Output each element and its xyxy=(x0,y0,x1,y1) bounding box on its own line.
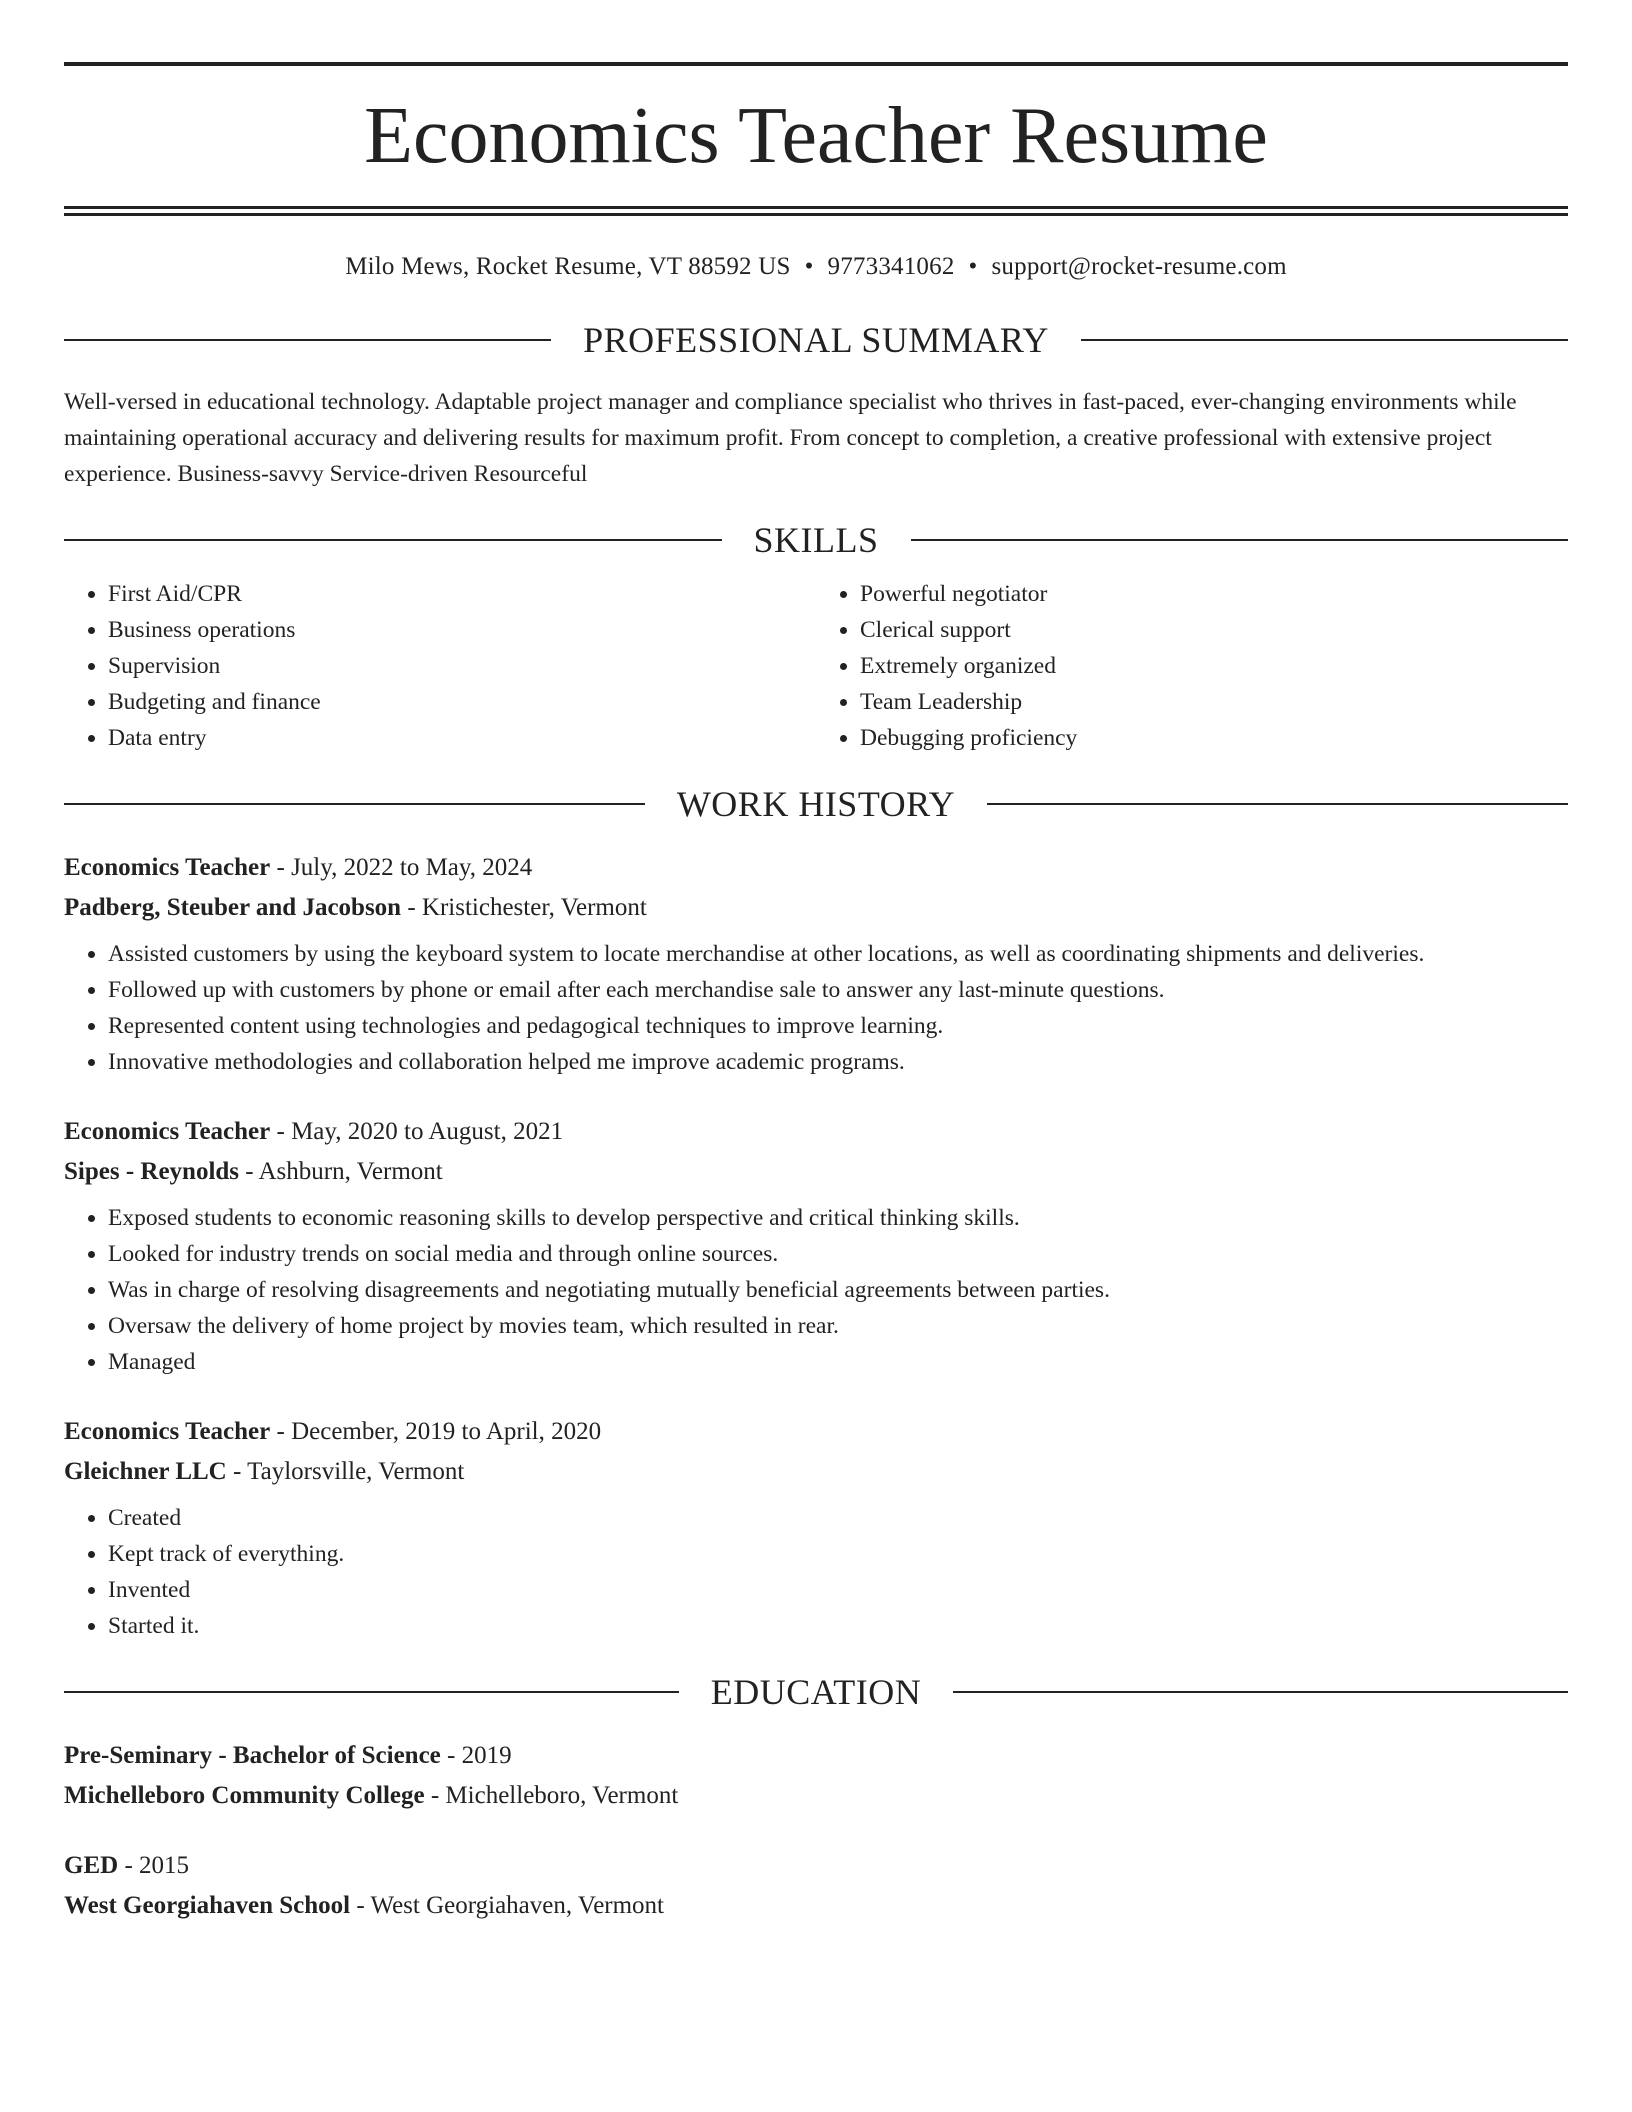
job-bullet: • Kept track of everything. xyxy=(108,1536,1568,1572)
contact-line xyxy=(64,252,1568,282)
job-bullets xyxy=(64,1200,1568,1380)
job-title-line xyxy=(64,1112,1568,1152)
skill-item: • Data entry xyxy=(108,720,816,756)
education-degree-line xyxy=(64,1846,1568,1886)
job-bullet: • Started it. xyxy=(108,1608,1568,1644)
education-degree: Pre-Seminary - Bachelor of Science xyxy=(64,1742,441,1769)
job-title-line xyxy=(64,1412,1568,1452)
job-bullet: • Represented content using technologies and pedagogical techniques to improve learning. xyxy=(108,1008,1568,1044)
skill-item: • Extremely organized xyxy=(860,648,1568,684)
education-year: - 2015 xyxy=(118,1852,190,1879)
job-bullet: • Exposed students to economic reasoning skills to develop perspective and critical thinking skills. xyxy=(108,1200,1568,1236)
job-bullet: • Created xyxy=(108,1500,1568,1536)
job-bullet: • Invented xyxy=(108,1572,1568,1608)
job-bullet: • Looked for industry trends on social media and through online sources. xyxy=(108,1236,1568,1272)
section-header-skills xyxy=(64,522,1568,558)
education-degree-line xyxy=(64,1736,1568,1776)
education-year: - 2019 xyxy=(440,1742,512,1769)
skill-item: • Clerical support xyxy=(860,612,1568,648)
job-company: Sipes - Reynolds xyxy=(64,1158,240,1185)
section-header-work xyxy=(64,786,1568,822)
section-title: EDUCATION xyxy=(710,1672,922,1712)
summary-text: Well-versed in educational technology. Adaptable project manager and compliance specialist who thrives in fast-paced, ever-changing environments while maintaining operational accuracy and delivering results for maximum profit. From concept to completion, a creative professional with extensive project experience. Business-savvy Service-driven Resourceful xyxy=(64,389,1517,487)
job-company-line xyxy=(64,1452,1568,1492)
skill-item: • Debugging proficiency xyxy=(860,720,1568,756)
contact-email: support@rocket-resume.com xyxy=(991,253,1287,280)
skill-item: • Budgeting and finance xyxy=(108,684,816,720)
skill-item: • First Aid/CPR xyxy=(108,576,816,612)
job-title: Economics Teacher xyxy=(64,1118,271,1145)
section-rule xyxy=(911,539,1569,541)
skill-item: • Team Leadership xyxy=(860,684,1568,720)
job-location: - Ashburn, Vermont xyxy=(239,1158,443,1185)
section-header-education xyxy=(64,1674,1568,1710)
section-rule xyxy=(64,803,645,805)
skill-item: • Business operations xyxy=(108,612,816,648)
section-rule xyxy=(64,539,722,541)
education-location: - Michelleboro, Vermont xyxy=(424,1782,679,1809)
title-double-rule xyxy=(64,206,1568,216)
job-entry xyxy=(64,1412,1568,1644)
job-company: Gleichner LLC xyxy=(64,1458,227,1485)
education-school: West Georgiahaven School xyxy=(64,1892,351,1919)
skill-item: • Supervision xyxy=(108,648,816,684)
education-degree: GED xyxy=(64,1852,119,1879)
job-entry xyxy=(64,848,1568,1080)
job-bullet: • Followed up with customers by phone or email after each merchandise sale to answer any last-minute questions. xyxy=(108,972,1568,1008)
top-rule xyxy=(64,62,1568,66)
job-bullet: • Oversaw the delivery of home project by movies team, which resulted in rear. xyxy=(108,1308,1568,1344)
job-bullet: • Was in charge of resolving disagreements and negotiating mutually beneficial agreements between parties. xyxy=(108,1272,1568,1308)
education-location: - West Georgiahaven, Vermont xyxy=(350,1892,665,1919)
skills-list xyxy=(64,576,1568,756)
education-school: Michelleboro Community College xyxy=(64,1782,425,1809)
section-title: WORK HISTORY xyxy=(676,784,956,824)
job-bullet: • Assisted customers by using the keyboard system to locate merchandise at other locations, as well as coordinating shipments and deliveries. xyxy=(108,936,1568,972)
contact-address: Milo Mews, Rocket Resume, VT 88592 US xyxy=(345,253,791,280)
education-entry xyxy=(64,1736,1568,1816)
job-entry xyxy=(64,1112,1568,1380)
education-school-line xyxy=(64,1776,1568,1816)
contact-separator: • xyxy=(804,253,814,280)
education-school-line xyxy=(64,1886,1568,1926)
page-title: Economics Teacher Resume xyxy=(364,92,1268,180)
job-company: Padberg, Steuber and Jacobson xyxy=(64,894,402,921)
section-rule xyxy=(987,803,1568,805)
job-dates: - December, 2019 to April, 2020 xyxy=(270,1418,602,1445)
section-rule xyxy=(1081,339,1568,341)
job-company-line xyxy=(64,888,1568,928)
job-bullet: • Managed xyxy=(108,1344,1568,1380)
job-dates: - May, 2020 to August, 2021 xyxy=(270,1118,564,1145)
job-location: - Kristichester, Vermont xyxy=(401,894,647,921)
section-rule xyxy=(64,1691,679,1693)
skills-column-left xyxy=(64,576,816,756)
job-title: Economics Teacher xyxy=(64,1418,271,1445)
section-rule xyxy=(953,1691,1568,1693)
job-title: Economics Teacher xyxy=(64,854,271,881)
education-entry xyxy=(64,1846,1568,1926)
job-bullets xyxy=(64,936,1568,1080)
job-dates: - July, 2022 to May, 2024 xyxy=(270,854,533,881)
job-bullet: • Innovative methodologies and collaboration helped me improve academic programs. xyxy=(108,1044,1568,1080)
skill-item: • Powerful negotiator xyxy=(860,576,1568,612)
section-title: PROFESSIONAL SUMMARY xyxy=(583,320,1049,360)
job-title-line xyxy=(64,848,1568,888)
section-header-summary xyxy=(64,322,1568,358)
contact-phone: 9773341062 xyxy=(827,253,955,280)
job-location: - Taylorsville, Vermont xyxy=(226,1458,465,1485)
section-title: SKILLS xyxy=(753,520,879,560)
job-company-line xyxy=(64,1152,1568,1192)
contact-separator: • xyxy=(968,253,978,280)
skills-column-right xyxy=(816,576,1568,756)
job-bullets xyxy=(64,1500,1568,1644)
section-rule xyxy=(64,339,551,341)
